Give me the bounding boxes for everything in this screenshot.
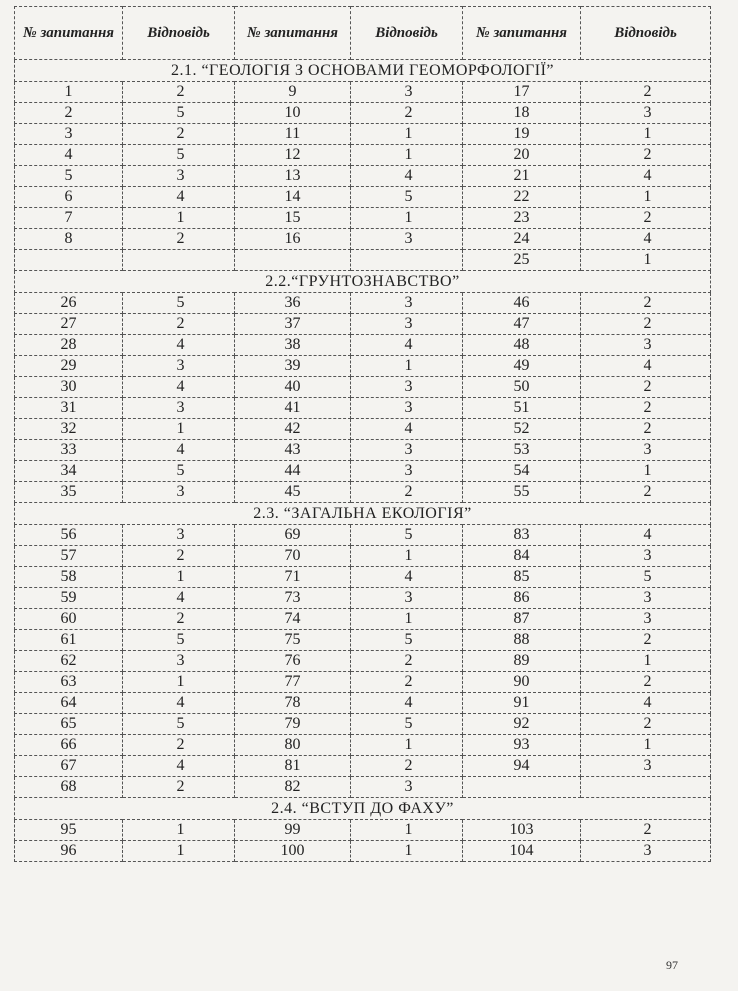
answer-table-body — [15, 60, 711, 862]
answer-cell: 4 — [123, 377, 235, 398]
question-number-cell: 25 — [463, 250, 581, 271]
table-row — [15, 356, 711, 377]
table-row — [15, 145, 711, 166]
question-number-header: № запитання — [15, 7, 123, 60]
question-number-cell: 56 — [15, 525, 123, 546]
answer-cell — [123, 250, 235, 271]
table-row — [15, 482, 711, 503]
answer-cell: 3 — [123, 166, 235, 187]
answer-cell: 3 — [581, 841, 711, 862]
question-number-cell: 2 — [15, 103, 123, 124]
answer-cell: 5 — [581, 567, 711, 588]
table-row — [15, 166, 711, 187]
table-row — [15, 756, 711, 777]
question-number-cell: 41 — [235, 398, 351, 419]
question-number-cell: 48 — [463, 335, 581, 356]
question-number-cell: 82 — [235, 777, 351, 798]
question-number-cell: 91 — [463, 693, 581, 714]
question-number-cell: 68 — [15, 777, 123, 798]
question-number-cell: 62 — [15, 651, 123, 672]
question-number-cell: 17 — [463, 82, 581, 103]
question-number-cell: 9 — [235, 82, 351, 103]
answer-cell: 4 — [351, 166, 463, 187]
answer-cell: 4 — [351, 419, 463, 440]
answer-cell: 1 — [351, 546, 463, 567]
question-number-cell: 63 — [15, 672, 123, 693]
question-number-cell: 3 — [15, 124, 123, 145]
answer-cell: 1 — [351, 124, 463, 145]
table-row — [15, 735, 711, 756]
answer-cell: 2 — [581, 145, 711, 166]
answer-cell: 1 — [123, 841, 235, 862]
table-row — [15, 841, 711, 862]
answer-cell: 5 — [123, 145, 235, 166]
answer-cell: 5 — [123, 461, 235, 482]
table-row — [15, 187, 711, 208]
question-number-cell: 35 — [15, 482, 123, 503]
table-row — [15, 398, 711, 419]
question-number-cell: 92 — [463, 714, 581, 735]
answer-cell: 1 — [351, 145, 463, 166]
answer-cell: 4 — [123, 335, 235, 356]
answer-cell — [351, 250, 463, 271]
answer-cell: 3 — [581, 103, 711, 124]
question-number-cell: 61 — [15, 630, 123, 651]
question-number-cell: 50 — [463, 377, 581, 398]
question-number-cell: 85 — [463, 567, 581, 588]
answer-cell: 2 — [123, 82, 235, 103]
answer-cell: 1 — [351, 356, 463, 377]
answer-cell: 1 — [581, 124, 711, 145]
question-number-cell: 73 — [235, 588, 351, 609]
answer-cell: 1 — [581, 461, 711, 482]
answer-cell: 1 — [123, 567, 235, 588]
question-number-cell: 11 — [235, 124, 351, 145]
answer-cell: 4 — [123, 756, 235, 777]
answer-cell: 1 — [123, 419, 235, 440]
question-number-cell: 34 — [15, 461, 123, 482]
question-number-cell: 31 — [15, 398, 123, 419]
answer-header: Відповідь — [351, 7, 463, 60]
answer-cell: 1 — [123, 820, 235, 841]
question-number-cell: 28 — [15, 335, 123, 356]
question-number-cell: 47 — [463, 314, 581, 335]
answer-cell: 2 — [351, 651, 463, 672]
answer-cell: 2 — [581, 314, 711, 335]
answer-cell: 1 — [581, 651, 711, 672]
answer-cell: 2 — [581, 630, 711, 651]
answer-cell: 3 — [123, 398, 235, 419]
answer-cell: 5 — [351, 187, 463, 208]
answer-cell: 3 — [351, 588, 463, 609]
table-row — [15, 672, 711, 693]
table-row — [15, 124, 711, 145]
table-header-row — [15, 7, 711, 60]
answer-cell: 2 — [581, 714, 711, 735]
question-number-cell: 21 — [463, 166, 581, 187]
table-row — [15, 588, 711, 609]
table-row — [15, 546, 711, 567]
answer-cell: 2 — [351, 103, 463, 124]
answer-cell: 2 — [581, 398, 711, 419]
answer-cell: 1 — [581, 250, 711, 271]
answer-cell: 3 — [581, 756, 711, 777]
answer-cell: 4 — [581, 356, 711, 377]
answer-cell: 5 — [351, 525, 463, 546]
question-number-cell: 40 — [235, 377, 351, 398]
section-title: 2.2.“ГРУНТОЗНАВСТВО” — [15, 271, 711, 293]
answer-cell: 4 — [123, 693, 235, 714]
answer-cell: 3 — [351, 440, 463, 461]
answer-cell: 3 — [581, 588, 711, 609]
table-row — [15, 461, 711, 482]
table-row — [15, 525, 711, 546]
answer-cell: 5 — [123, 103, 235, 124]
answer-cell: 5 — [351, 630, 463, 651]
answer-cell: 2 — [581, 672, 711, 693]
question-number-header: № запитання — [463, 7, 581, 60]
question-number-cell: 93 — [463, 735, 581, 756]
question-number-cell: 60 — [15, 609, 123, 630]
section-title-row — [15, 271, 711, 293]
answer-cell: 4 — [581, 525, 711, 546]
question-number-cell: 80 — [235, 735, 351, 756]
section-title-row — [15, 798, 711, 820]
question-number-cell: 23 — [463, 208, 581, 229]
answer-cell: 3 — [351, 314, 463, 335]
answer-cell: 3 — [351, 777, 463, 798]
answer-cell: 5 — [123, 293, 235, 314]
question-number-cell: 38 — [235, 335, 351, 356]
question-number-cell: 12 — [235, 145, 351, 166]
question-number-cell: 89 — [463, 651, 581, 672]
question-number-cell: 65 — [15, 714, 123, 735]
question-number-cell: 94 — [463, 756, 581, 777]
question-number-cell: 26 — [15, 293, 123, 314]
question-number-cell: 10 — [235, 103, 351, 124]
answer-cell — [581, 777, 711, 798]
answer-cell: 5 — [123, 714, 235, 735]
question-number-cell: 77 — [235, 672, 351, 693]
answer-cell: 4 — [581, 693, 711, 714]
table-row — [15, 208, 711, 229]
section-title: 2.1. “ГЕОЛОГІЯ З ОСНОВАМИ ГЕОМОРФОЛОГІЇ” — [15, 60, 711, 82]
answer-cell: 1 — [351, 609, 463, 630]
answer-cell: 2 — [581, 820, 711, 841]
answer-cell: 2 — [123, 546, 235, 567]
question-number-cell: 100 — [235, 841, 351, 862]
question-number-cell: 79 — [235, 714, 351, 735]
answer-cell: 3 — [123, 482, 235, 503]
answer-cell: 1 — [351, 735, 463, 756]
answer-cell: 1 — [351, 841, 463, 862]
question-number-cell: 18 — [463, 103, 581, 124]
question-number-cell: 83 — [463, 525, 581, 546]
answer-cell: 3 — [351, 229, 463, 250]
answer-cell: 5 — [351, 714, 463, 735]
question-number-cell: 88 — [463, 630, 581, 651]
answer-cell: 1 — [351, 820, 463, 841]
answer-cell: 4 — [351, 335, 463, 356]
table-row — [15, 630, 711, 651]
table-row — [15, 820, 711, 841]
question-number-cell: 64 — [15, 693, 123, 714]
answer-cell: 2 — [123, 735, 235, 756]
section-title: 2.3. “ЗАГАЛЬНА ЕКОЛОГІЯ” — [15, 503, 711, 525]
question-number-cell: 6 — [15, 187, 123, 208]
question-number-cell: 45 — [235, 482, 351, 503]
answer-cell: 1 — [123, 672, 235, 693]
question-number-cell — [235, 250, 351, 271]
table-row — [15, 293, 711, 314]
question-number-cell: 29 — [15, 356, 123, 377]
answer-cell: 1 — [581, 187, 711, 208]
table-row — [15, 567, 711, 588]
question-number-cell: 19 — [463, 124, 581, 145]
question-number-cell: 7 — [15, 208, 123, 229]
question-number-cell: 59 — [15, 588, 123, 609]
question-number-cell: 8 — [15, 229, 123, 250]
table-row — [15, 693, 711, 714]
question-number-cell: 27 — [15, 314, 123, 335]
answer-cell: 4 — [123, 588, 235, 609]
question-number-cell: 53 — [463, 440, 581, 461]
question-number-cell: 69 — [235, 525, 351, 546]
question-number-cell: 51 — [463, 398, 581, 419]
table-row — [15, 609, 711, 630]
answer-table — [14, 6, 711, 862]
table-row — [15, 335, 711, 356]
table-row — [15, 440, 711, 461]
question-number-cell: 84 — [463, 546, 581, 567]
answer-cell: 3 — [581, 335, 711, 356]
question-number-cell: 44 — [235, 461, 351, 482]
answer-cell: 3 — [123, 525, 235, 546]
table-row — [15, 229, 711, 250]
question-number-cell: 30 — [15, 377, 123, 398]
answer-cell: 4 — [123, 440, 235, 461]
answer-cell: 2 — [581, 82, 711, 103]
table-row — [15, 103, 711, 124]
question-number-cell: 14 — [235, 187, 351, 208]
question-number-cell: 81 — [235, 756, 351, 777]
question-number-cell: 4 — [15, 145, 123, 166]
answer-cell: 3 — [123, 356, 235, 377]
question-number-cell: 15 — [235, 208, 351, 229]
question-number-cell: 86 — [463, 588, 581, 609]
question-number-cell: 32 — [15, 419, 123, 440]
question-number-cell: 74 — [235, 609, 351, 630]
answer-cell: 3 — [581, 546, 711, 567]
table-row — [15, 714, 711, 735]
question-number-cell: 46 — [463, 293, 581, 314]
question-number-cell: 70 — [235, 546, 351, 567]
answer-cell: 4 — [123, 187, 235, 208]
answer-cell: 2 — [581, 377, 711, 398]
question-number-header: № запитання — [235, 7, 351, 60]
question-number-cell: 57 — [15, 546, 123, 567]
question-number-cell: 54 — [463, 461, 581, 482]
question-number-cell: 13 — [235, 166, 351, 187]
question-number-cell: 75 — [235, 630, 351, 651]
question-number-cell: 36 — [235, 293, 351, 314]
answer-cell: 3 — [123, 651, 235, 672]
answer-cell: 1 — [581, 735, 711, 756]
answer-cell: 2 — [351, 482, 463, 503]
question-number-cell: 22 — [463, 187, 581, 208]
question-number-cell: 20 — [463, 145, 581, 166]
question-number-cell: 76 — [235, 651, 351, 672]
answer-cell: 3 — [351, 293, 463, 314]
question-number-cell: 33 — [15, 440, 123, 461]
question-number-cell — [463, 777, 581, 798]
answer-cell: 1 — [123, 208, 235, 229]
question-number-cell: 43 — [235, 440, 351, 461]
answer-cell: 3 — [351, 377, 463, 398]
question-number-cell: 66 — [15, 735, 123, 756]
question-number-cell: 103 — [463, 820, 581, 841]
question-number-cell: 37 — [235, 314, 351, 335]
answer-cell: 4 — [581, 166, 711, 187]
answer-header: Відповідь — [581, 7, 711, 60]
section-title-row — [15, 60, 711, 82]
question-number-cell: 96 — [15, 841, 123, 862]
table-row — [15, 250, 711, 271]
answer-cell: 2 — [581, 208, 711, 229]
answer-cell: 2 — [123, 124, 235, 145]
question-number-cell: 39 — [235, 356, 351, 377]
table-row — [15, 651, 711, 672]
question-number-cell: 104 — [463, 841, 581, 862]
question-number-cell: 67 — [15, 756, 123, 777]
question-number-cell: 95 — [15, 820, 123, 841]
answer-cell: 2 — [351, 756, 463, 777]
question-number-cell: 99 — [235, 820, 351, 841]
answer-cell: 3 — [351, 398, 463, 419]
answer-cell: 2 — [123, 777, 235, 798]
answer-cell: 2 — [581, 419, 711, 440]
section-title: 2.4. “ВСТУП ДО ФАХУ” — [15, 798, 711, 820]
question-number-cell: 5 — [15, 166, 123, 187]
answer-cell: 3 — [581, 609, 711, 630]
question-number-cell — [15, 250, 123, 271]
answer-cell: 2 — [581, 482, 711, 503]
answer-cell: 5 — [123, 630, 235, 651]
answer-cell: 2 — [123, 314, 235, 335]
page-number: 97 — [666, 958, 678, 972]
question-number-cell: 1 — [15, 82, 123, 103]
answer-cell: 3 — [351, 461, 463, 482]
table-row — [15, 82, 711, 103]
question-number-cell: 71 — [235, 567, 351, 588]
question-number-cell: 90 — [463, 672, 581, 693]
answer-cell: 2 — [351, 672, 463, 693]
section-title-row — [15, 503, 711, 525]
table-row — [15, 777, 711, 798]
answer-cell: 2 — [123, 609, 235, 630]
answer-cell: 4 — [581, 229, 711, 250]
answer-cell: 2 — [123, 229, 235, 250]
question-number-cell: 78 — [235, 693, 351, 714]
question-number-cell: 87 — [463, 609, 581, 630]
question-number-cell: 16 — [235, 229, 351, 250]
answer-cell: 3 — [581, 440, 711, 461]
question-number-cell: 58 — [15, 567, 123, 588]
question-number-cell: 42 — [235, 419, 351, 440]
question-number-cell: 24 — [463, 229, 581, 250]
answer-cell: 2 — [581, 293, 711, 314]
answer-sheet — [14, 6, 710, 862]
table-row — [15, 377, 711, 398]
question-number-cell: 52 — [463, 419, 581, 440]
table-row — [15, 314, 711, 335]
answer-cell: 3 — [351, 82, 463, 103]
question-number-cell: 49 — [463, 356, 581, 377]
answer-cell: 4 — [351, 567, 463, 588]
answer-cell: 4 — [351, 693, 463, 714]
table-row — [15, 419, 711, 440]
question-number-cell: 55 — [463, 482, 581, 503]
answer-cell: 1 — [351, 208, 463, 229]
answer-header: Відповідь — [123, 7, 235, 60]
